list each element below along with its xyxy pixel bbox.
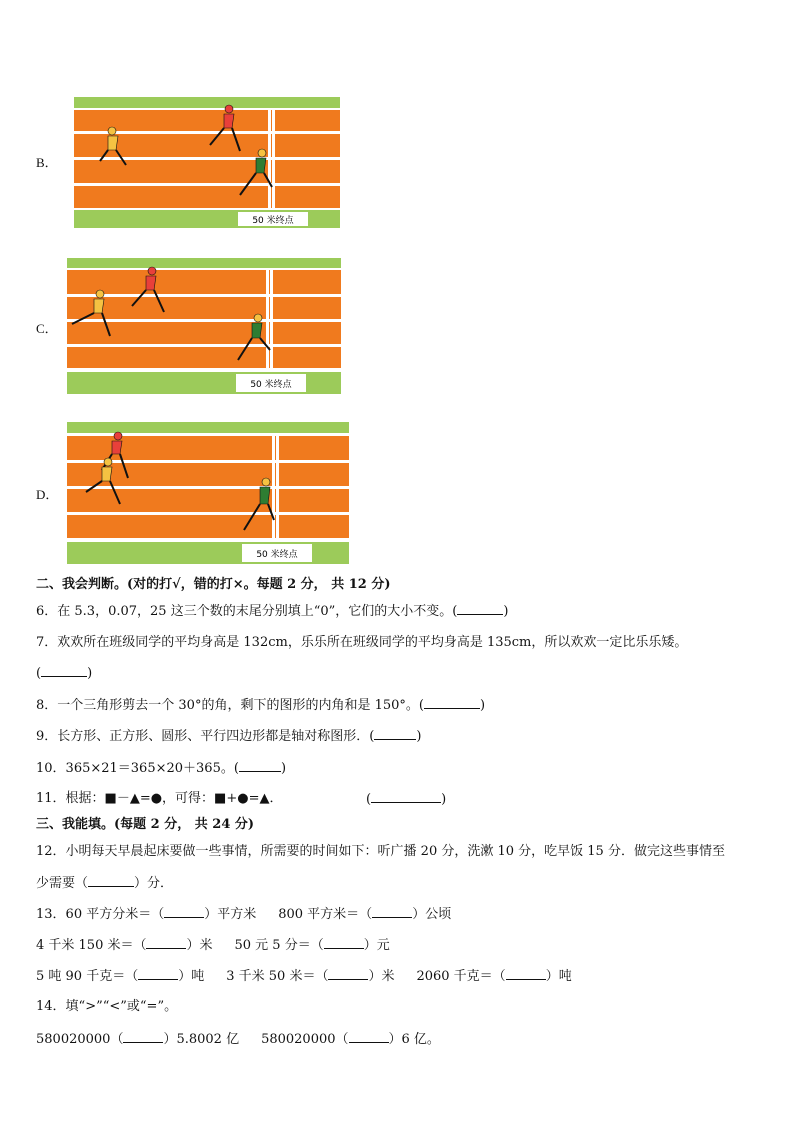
- question-13-row-2: [36, 936, 390, 955]
- answer-blank-14b[interactable]: [349, 1030, 389, 1043]
- question-7: [36, 634, 687, 652]
- q14-text-a: 580020000（: [36, 1032, 124, 1047]
- option-d-track-image: [66, 420, 350, 566]
- q13-text-b: ）平方米: [204, 907, 257, 922]
- option-d-label: D．: [36, 487, 59, 502]
- question-11-open: (: [366, 792, 372, 807]
- answer-blank-13e[interactable]: [138, 967, 178, 980]
- question-13-row-1: [36, 905, 451, 924]
- question-12-text-a: 少需要（: [36, 876, 89, 891]
- option-b-finish-label: 50 米终点: [252, 216, 294, 226]
- section-3-title: 三、我能填。(每题 2 分， 共 24 分): [36, 817, 255, 832]
- question-10: [36, 759, 286, 778]
- option-c-label: C．: [36, 321, 58, 336]
- question-8-text: 8．一个三角形剪去一个 30°的角，剩下的图形的内角和是 150°。(: [36, 698, 424, 713]
- question-7-close: ): [87, 666, 93, 681]
- option-b-track-image: [72, 95, 342, 230]
- answer-blank-12[interactable]: [88, 874, 134, 887]
- answer-blank-6[interactable]: [457, 602, 503, 615]
- q13-text-h: ）元: [363, 938, 390, 953]
- question-10-close: ): [280, 761, 287, 776]
- question-8-close: ): [479, 698, 486, 713]
- answer-blank-13f[interactable]: [328, 967, 368, 980]
- q13-text-e: 4 千米 150 米＝（: [36, 938, 147, 953]
- question-12-line-1: 12．小明每天早晨起床要做一些事情，所需要的时间如下：听广播 20 分，洗漱 10 分，吃早饭 15 分．做完这些事情至: [36, 844, 725, 859]
- question-14-row: [36, 1030, 440, 1049]
- q13-text-a: 13．60 平方分米＝（: [36, 907, 165, 922]
- q13-text-k: 3 千米 50 米＝（: [226, 969, 329, 984]
- question-7-text: 7．欢欢所在班级同学的平均身高是 132cm，乐乐所在班级同学的平均身高是 135cm，所以欢欢一定比乐乐矮。: [36, 635, 688, 650]
- question-10-text: 10．365×21＝365×20＋365。(: [36, 761, 239, 776]
- q14-text-d: ）6 亿。: [388, 1032, 440, 1047]
- q13-text-l: ）米: [368, 969, 395, 984]
- option-d-finish-label: 50 米终点: [256, 550, 298, 560]
- q13-text-c: 800 平方米＝（: [278, 907, 373, 922]
- question-13-row-3: [36, 967, 572, 986]
- q13-text-f: ）米: [186, 938, 213, 953]
- q14-text-c: 580020000（: [261, 1032, 349, 1047]
- question-9: [36, 727, 421, 746]
- answer-blank-13d[interactable]: [324, 936, 364, 949]
- answer-blank-13c[interactable]: [146, 936, 186, 949]
- question-7-open: (: [36, 666, 42, 681]
- option-c-finish-label: 50 米终点: [250, 380, 292, 390]
- answer-blank-9[interactable]: [374, 727, 416, 740]
- q13-text-m: 2060 千克＝（: [416, 969, 506, 984]
- answer-blank-11[interactable]: [371, 790, 441, 803]
- question-11: [36, 790, 282, 808]
- answer-blank-8[interactable]: [424, 696, 480, 709]
- section-2-title: 二、我会判断。(对的打√，错的打×。每题 2 分， 共 12 分): [36, 577, 391, 592]
- question-6-text: 6．在 5.3，0.07，25 这三个数的末尾分别填上“0”，它们的大小不变。(: [36, 604, 458, 619]
- question-14: 14．填“>”“<”或“=”。: [36, 999, 178, 1014]
- question-11-close: ): [441, 792, 447, 807]
- question-6: [36, 602, 508, 621]
- question-7-answer: [36, 664, 92, 683]
- answer-blank-13g[interactable]: [506, 967, 546, 980]
- question-11-answer: [366, 790, 446, 809]
- question-12-text-b: ）分．: [134, 876, 174, 891]
- option-b-label: B．: [36, 155, 58, 170]
- answer-blank-7[interactable]: [41, 664, 87, 677]
- q13-text-j: ）吨: [178, 969, 205, 984]
- q13-text-g: 50 元 5 分＝（: [234, 938, 324, 953]
- question-6-close: ): [503, 604, 509, 619]
- answer-blank-13b[interactable]: [372, 905, 412, 918]
- q13-text-n: ）吨: [545, 969, 572, 984]
- q13-text-i: 5 吨 90 千克＝（: [36, 969, 139, 984]
- q13-text-d: ）公顷: [412, 907, 452, 922]
- question-9-text: 9．长方形、正方形、圆形、平行四边形都是轴对称图形．(: [36, 729, 375, 744]
- question-12-line-2: [36, 874, 173, 893]
- answer-blank-14a[interactable]: [123, 1030, 163, 1043]
- question-9-close: ): [416, 729, 422, 744]
- q14-text-b: ）5.8002 亿: [163, 1032, 240, 1047]
- question-11-text: 11．根据：■－▲=●，可得：■+●=▲．: [36, 791, 283, 806]
- answer-blank-13a[interactable]: [164, 905, 204, 918]
- question-8: [36, 696, 485, 715]
- option-c-track-image: [66, 256, 342, 396]
- answer-blank-10[interactable]: [239, 759, 281, 772]
